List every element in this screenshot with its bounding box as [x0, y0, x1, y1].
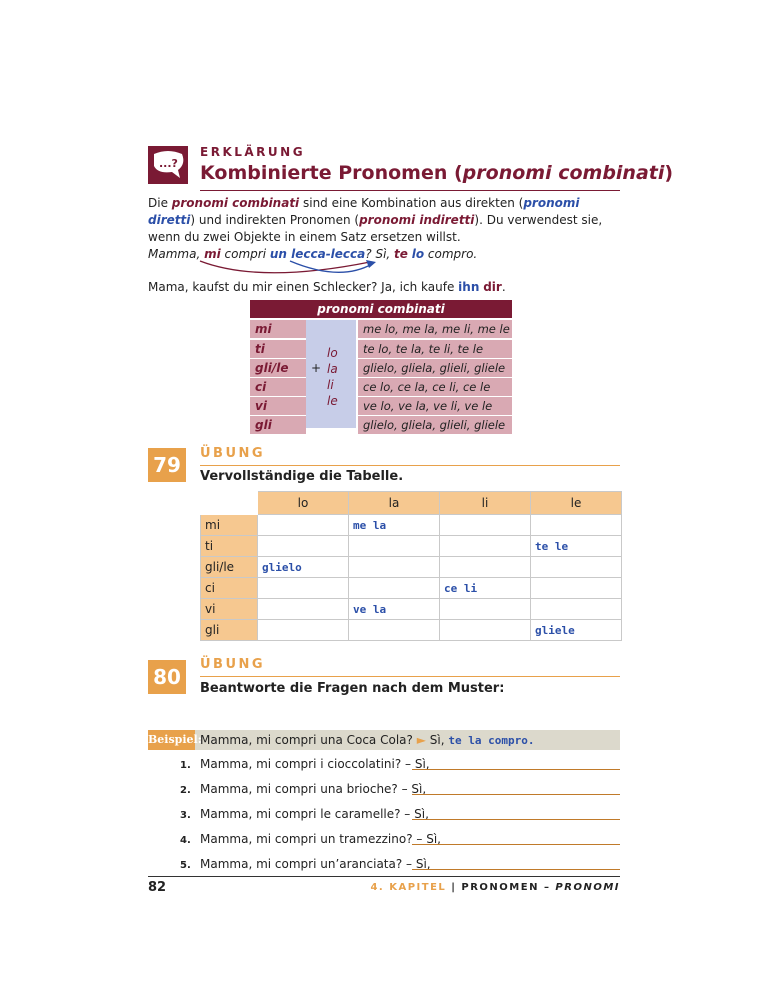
- table-cell[interactable]: [349, 536, 440, 557]
- table-cell[interactable]: [258, 599, 349, 620]
- table-cell[interactable]: [258, 578, 349, 599]
- pronomi-left-cell: ti: [250, 340, 306, 358]
- table-row: [201, 599, 622, 620]
- table-cell[interactable]: [258, 515, 349, 536]
- table-cell[interactable]: gliele: [531, 620, 622, 641]
- table-row: [201, 515, 622, 536]
- example-tag: Beispiel:: [148, 730, 195, 750]
- table-cell[interactable]: [531, 578, 622, 599]
- col-header: la: [349, 492, 440, 515]
- col-header: lo: [258, 492, 349, 515]
- intro-paragraph: Die pronomi combinati sind eine Kombination aus direkten (pronomi diretti) und indirekten Pronomen (pronomi indiretti). Du verwendest sie, wenn du zwei Objekte in einem Satz ersetzen willst.: [148, 196, 603, 244]
- row-label: mi: [201, 515, 258, 536]
- section-divider: [200, 190, 620, 191]
- pronomi-right-cell: me lo, me la, me li, me le: [358, 320, 512, 338]
- table-cell[interactable]: [531, 557, 622, 578]
- table-cell[interactable]: [531, 599, 622, 620]
- example-arrows: [190, 258, 380, 276]
- example-sentence: Mamma, mi compri una Coca Cola? ► Sì, te la compro.: [200, 733, 535, 747]
- question-item: 5. Mamma, mi compri un’aranciata? – Sì,: [180, 857, 431, 871]
- question-item: 2. Mamma, mi compri una brioche? – Sì,: [180, 782, 427, 796]
- arrow-right-icon: ►: [416, 733, 426, 747]
- example-german: Mama, kaufst du mir einen Schlecker? Ja, ich kaufe ihn dir.: [148, 280, 506, 294]
- footer-chapter: 4. KAPITEL | PRONOMEN – PRONOMI: [370, 882, 620, 893]
- table-cell[interactable]: [440, 515, 531, 536]
- pronomi-left-cell: gli: [250, 416, 306, 434]
- table-cell[interactable]: [258, 620, 349, 641]
- pronomi-left-cell: ci: [250, 378, 306, 396]
- svg-text:...?: ...?: [159, 157, 178, 170]
- row-label: gli: [201, 620, 258, 641]
- pronomi-table-header: pronomi combinati: [250, 300, 512, 318]
- row-label: gli/le: [201, 557, 258, 578]
- table-corner: [201, 492, 258, 515]
- pronomi-right-cell: ve lo, ve la, ve li, ve le: [358, 397, 512, 415]
- pronomi-middle-list: lo la li le: [327, 346, 338, 408]
- col-header: li: [440, 492, 531, 515]
- page-number: 82: [148, 880, 167, 895]
- pronomi-left-cell: mi: [250, 320, 306, 338]
- table-cell[interactable]: ce li: [440, 578, 531, 599]
- speech-bubble-icon: [148, 146, 188, 184]
- table-row: [201, 557, 622, 578]
- table-cell[interactable]: [258, 536, 349, 557]
- table-cell[interactable]: [440, 620, 531, 641]
- footer-divider: [148, 876, 620, 877]
- pronomi-plus: +: [311, 361, 322, 375]
- section-title: Kombinierte Pronomen (pronomi combinati): [200, 162, 674, 184]
- table-row: [201, 578, 622, 599]
- pronomi-right-cell: te lo, te la, te li, te le: [358, 340, 512, 358]
- table-cell[interactable]: me la: [349, 515, 440, 536]
- table-cell[interactable]: [349, 557, 440, 578]
- answer-line[interactable]: [412, 794, 620, 795]
- exercise-instruction: Vervollständige die Tabelle.: [200, 469, 404, 484]
- exercise-instruction: Beantworte die Fragen nach dem Muster:: [200, 681, 505, 696]
- pronomi-right-cell: ce lo, ce la, ce li, ce le: [358, 378, 512, 396]
- table-row: [201, 536, 622, 557]
- table-row: [201, 620, 622, 641]
- exercise-divider: [200, 465, 620, 466]
- exercise-label: ÜBUNG: [200, 446, 266, 461]
- pronomi-right-cell: glielo, gliela, glieli, gliele: [358, 359, 512, 377]
- exercise-number-79: 79: [148, 448, 186, 482]
- answer-line[interactable]: [412, 769, 620, 770]
- table-cell[interactable]: [531, 515, 622, 536]
- answer-line[interactable]: [412, 844, 620, 845]
- pronomi-left-cell: gli/le: [250, 359, 306, 377]
- table-cell[interactable]: te le: [531, 536, 622, 557]
- table-cell[interactable]: glielo: [258, 557, 349, 578]
- exercise-label: ÜBUNG: [200, 657, 266, 672]
- exercise-number-80: 80: [148, 660, 186, 694]
- table-cell[interactable]: [349, 620, 440, 641]
- example-italian: Mamma, mi compri un lecca-lecca? Sì, te lo compro.: [148, 247, 478, 261]
- question-item: 4. Mamma, mi compri un tramezzino? – Sì,: [180, 832, 441, 846]
- question-item: 1. Mamma, mi compri i cioccolatini? – Sì,: [180, 757, 430, 771]
- table-cell[interactable]: ve la: [349, 599, 440, 620]
- row-label: ci: [201, 578, 258, 599]
- row-label: vi: [201, 599, 258, 620]
- table-cell[interactable]: [440, 599, 531, 620]
- table-cell[interactable]: [440, 536, 531, 557]
- pronomi-right-cell: glielo, gliela, glieli, gliele: [358, 416, 512, 434]
- question-item: 3. Mamma, mi compri le caramelle? – Sì,: [180, 807, 429, 821]
- row-label: ti: [201, 536, 258, 557]
- table-cell[interactable]: [440, 557, 531, 578]
- answer-line[interactable]: [412, 869, 620, 870]
- col-header: le: [531, 492, 622, 515]
- pronomi-left-cell: vi: [250, 397, 306, 415]
- answer-line[interactable]: [412, 819, 620, 820]
- table-cell[interactable]: [349, 578, 440, 599]
- exercise-divider: [200, 676, 620, 677]
- exercise-79-table: [200, 491, 622, 641]
- section-label-erklaerung: ERKLÄRUNG: [200, 145, 306, 159]
